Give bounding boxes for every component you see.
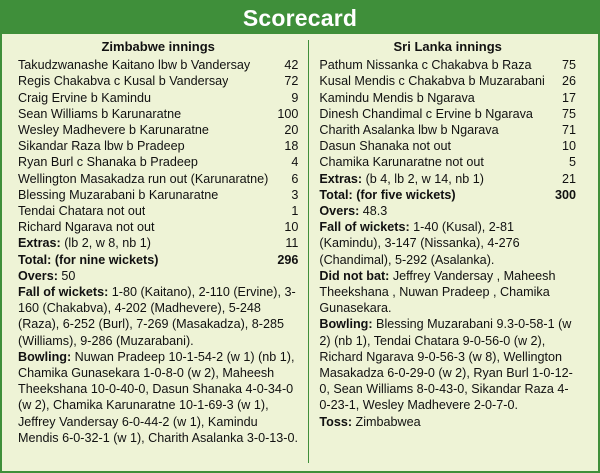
- srilanka-did-not-bat: [319, 268, 576, 317]
- zimbabwe-extras-label: Extras:: [18, 236, 61, 251]
- batter-name: Wellington Masakadza run out (Karunaratne): [18, 171, 269, 186]
- zimbabwe-bowling-label: Bowling:: [18, 349, 72, 364]
- zimbabwe-batting-list: [18, 57, 298, 235]
- srilanka-dnb-label: Did not bat:: [319, 268, 390, 283]
- batting-row: [18, 138, 298, 154]
- batter-runs: 42: [284, 58, 299, 73]
- srilanka-overs-label: Overs:: [319, 204, 360, 219]
- srilanka-overs-value: 48.3: [359, 204, 388, 219]
- srilanka-fow-label: Fall of wickets:: [319, 220, 410, 235]
- zimbabwe-bowling: [18, 349, 298, 446]
- batting-row: [319, 73, 576, 89]
- zimbabwe-total-runs: 296: [277, 252, 299, 267]
- zimbabwe-extras-runs: 11: [285, 236, 299, 251]
- batter-runs: 72: [284, 74, 299, 89]
- zimbabwe-innings: [2, 34, 308, 471]
- srilanka-batting-list: [319, 57, 576, 170]
- srilanka-overs: [319, 203, 576, 219]
- srilanka-extras: [319, 171, 576, 187]
- batting-row: [319, 154, 576, 170]
- batter-name: Regis Chakabva c Kusal b Vandersay: [18, 74, 229, 89]
- batting-row: [319, 138, 576, 154]
- batting-row: [18, 106, 298, 122]
- batting-row: [319, 122, 576, 138]
- srilanka-total: [319, 187, 576, 203]
- batter-runs: 6: [291, 171, 299, 186]
- batter-name: Chamika Karunaratne not out: [319, 155, 484, 170]
- batter-runs: 75: [561, 58, 576, 73]
- zimbabwe-fow-value: 1-80 (Kaitano), 2-110 (Ervine), 3-160 (Chakabva), 4-202 (Madhevere), 5-248 (Raza), 6-252 (Burl), 7-269 (Masakadza), 8-285 (Williams), 9-286 (Muzarabani).: [18, 285, 296, 348]
- srilanka-bowling: [319, 316, 576, 413]
- zimbabwe-total-label: Total: (for nine wickets): [18, 252, 159, 267]
- batter-runs: 18: [284, 139, 299, 154]
- zimbabwe-bowling-value: Nuwan Pradeep 10-1-54-2 (w 1) (nb 1), Chamika Gunasekara 1-0-8-0 (w 2), Maheesh Theekshana 10-0-40-0, Dasun Shanaka 4-0-34-0 (w 2), Chamika Karunaratne 10-1-69-3 (w 1), Jeffrey Vandersay 6-0-44-2 (w 1), Kamindu Mendis 6-0-32-1 (w 1), Charith Asalanka 3-0-13-0.: [18, 349, 298, 445]
- srilanka-fow-value: 1-40 (Kusal), 2-81 (Kamindu), 3-147 (Nissanka), 4-276 (Chandimal), 5-292 (Asalanka).: [319, 220, 520, 267]
- srilanka-dnb-value: Jeffrey Vandersay , Maheesh Theekshana , Nuwan Pradeep , Chamika Gunasekara.: [319, 268, 556, 316]
- zimbabwe-innings-heading: Zimbabwe innings: [101, 39, 215, 54]
- batter-runs: 71: [561, 123, 576, 138]
- zimbabwe-extras: [18, 235, 298, 251]
- batting-row: [18, 57, 298, 73]
- batter-name: Ryan Burl c Shanaka b Pradeep: [18, 155, 198, 170]
- batter-name: Craig Ervine b Kamindu: [18, 90, 151, 105]
- srilanka-extras-runs: 21: [561, 171, 576, 186]
- srilanka-innings: [309, 34, 598, 471]
- batting-row: [18, 187, 298, 203]
- batter-name: Wesley Madhevere b Karunaratne: [18, 123, 209, 138]
- zimbabwe-fall-of-wickets: [18, 284, 298, 349]
- srilanka-bowling-value: Blessing Muzarabani 9.3-0-58-1 (w 2) (nb 1), Tendai Chatara 9-0-56-0 (w 2), Richard Ngarava 9-0-56-3 (w 8), Wellington Masakadza 6-0-29-0 (w 2), Ryan Burl 1-0-12-0, Sean Williams 8-0-43-0, Sikandar Raza 4-0-23-1, Wesley Madhevere 2-0-7-0.: [319, 317, 573, 413]
- batter-runs: 9: [291, 90, 299, 105]
- srilanka-fall-of-wickets: [319, 219, 576, 268]
- batter-runs: 26: [561, 74, 576, 89]
- batter-name: Sikandar Raza lbw b Pradeep: [18, 139, 185, 154]
- batting-row: [18, 73, 298, 89]
- batting-row: [18, 171, 298, 187]
- batter-name: Kamindu Mendis b Ngarava: [319, 90, 475, 105]
- scorecard-title: Scorecard: [2, 2, 598, 34]
- batter-runs: 17: [561, 90, 576, 105]
- batting-row: [18, 122, 298, 138]
- srilanka-total-runs: 300: [554, 187, 576, 202]
- srilanka-total-label: Total: (for five wickets): [319, 187, 456, 202]
- batting-row: [18, 90, 298, 106]
- batter-name: Dasun Shanaka not out: [319, 139, 452, 154]
- batter-name: Kusal Mendis c Chakabva b Muzarabani: [319, 74, 545, 89]
- batter-name: Pathum Nissanka c Chakabva b Raza: [319, 58, 532, 73]
- batting-row: [319, 90, 576, 106]
- srilanka-toss-value: Zimbabwea: [352, 414, 421, 429]
- innings-columns: [2, 34, 598, 471]
- batter-name: Tendai Chatara not out: [18, 204, 146, 219]
- srilanka-innings-heading: Sri Lanka innings: [393, 39, 502, 54]
- batter-runs: 5: [568, 155, 576, 170]
- batter-runs: 10: [284, 220, 299, 235]
- srilanka-toss: [319, 414, 576, 430]
- batter-runs: 75: [561, 106, 576, 121]
- batter-runs: 100: [277, 106, 299, 121]
- batter-runs: 10: [561, 139, 576, 154]
- batting-row: [18, 219, 298, 235]
- srilanka-bowling-label: Bowling:: [319, 317, 373, 332]
- zimbabwe-overs-label: Overs:: [18, 268, 58, 283]
- zimbabwe-total: [18, 252, 298, 268]
- batting-row: [18, 154, 298, 170]
- zimbabwe-fow-label: Fall of wickets:: [18, 285, 109, 300]
- batting-row: [319, 106, 576, 122]
- batter-name: Takudzwanashe Kaitano lbw b Vandersay: [18, 58, 251, 73]
- batter-runs: 1: [291, 204, 299, 219]
- zimbabwe-overs: [18, 268, 298, 284]
- batter-runs: 4: [291, 155, 299, 170]
- batter-runs: 3: [291, 187, 299, 202]
- batter-runs: 20: [284, 123, 299, 138]
- batting-row: [319, 57, 576, 73]
- batter-name: Charith Asalanka lbw b Ngarava: [319, 123, 499, 138]
- batter-name: Dinesh Chandimal c Ervine b Ngarava: [319, 106, 533, 121]
- zimbabwe-extras-detail: (lb 2, w 8, nb 1): [60, 236, 151, 251]
- batter-name: Richard Ngarava not out: [18, 220, 155, 235]
- srilanka-toss-label: Toss:: [319, 414, 353, 429]
- batting-row: [18, 203, 298, 219]
- zimbabwe-overs-value: 50: [57, 268, 76, 283]
- batter-name: Blessing Muzarabani b Karunaratne: [18, 187, 219, 202]
- srilanka-extras-label: Extras:: [319, 171, 363, 186]
- srilanka-extras-detail: (b 4, lb 2, w 14, nb 1): [362, 171, 484, 186]
- batter-name: Sean Williams b Karunaratne: [18, 106, 182, 121]
